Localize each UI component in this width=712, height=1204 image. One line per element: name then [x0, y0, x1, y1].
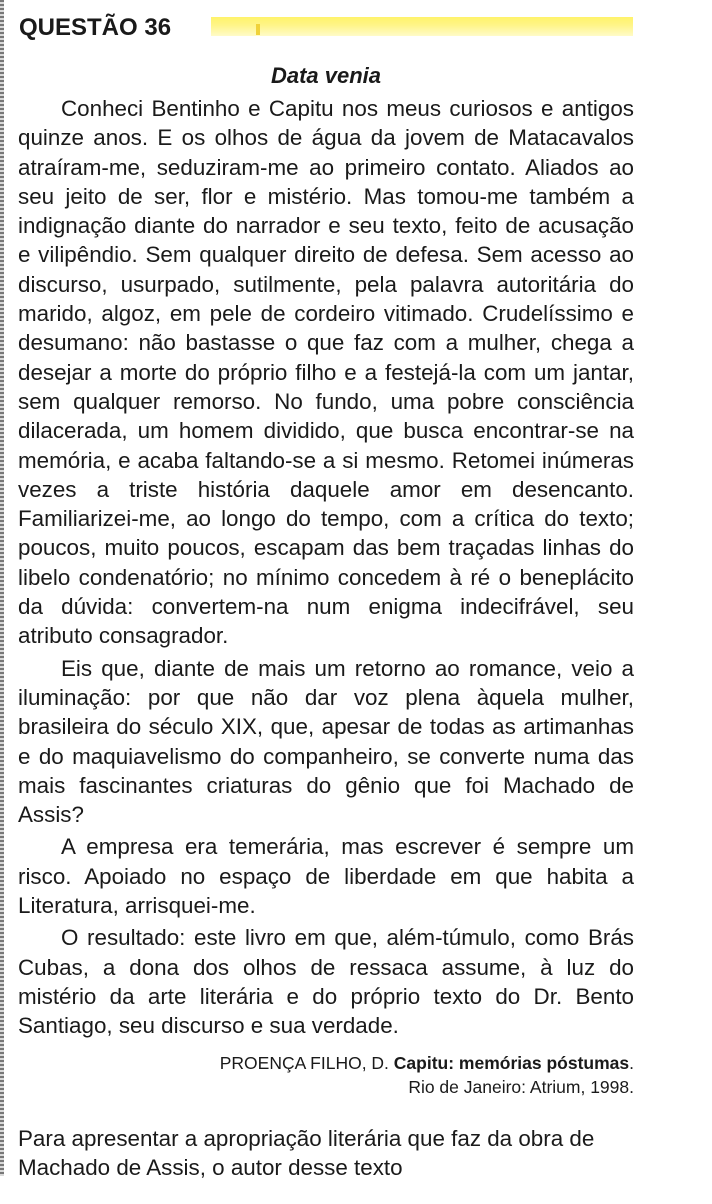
text-title: Data venia — [270, 63, 382, 88]
paragraph-4: O resultado: este livro em que, além-túmulo, como Brás Cubas, a dona dos olhos de ressaca assume, à luz do mistério da arte literária e do próprio texto do Dr. Bento Santiago, seu discurso e sua verdade. — [18, 925, 634, 1039]
header-highlight-bar — [211, 17, 633, 36]
page-binding-edge — [0, 0, 4, 1176]
question-number: QUESTÃO 36 — [19, 14, 172, 41]
question-header — [18, 0, 634, 56]
question-content — [18, 0, 634, 1204]
source-citation — [18, 1051, 634, 1099]
citation-publisher: Rio de Janeiro: Atrium, 1998. — [408, 1076, 634, 1097]
citation-author: PROENÇA FILHO, D. — [219, 1052, 389, 1073]
citation-book-title: Capitu: memórias póstumas — [393, 1052, 630, 1073]
paragraph-2: Eis que, diante de mais um retorno ao romance, veio a iluminação: por que não dar voz plena àquela mulher, brasileira do século XIX, que, apesar de todas as artimanhas e do maquiavelismo do companheiro, se converte numa das mais fascinantes criaturas do gênio que foi Machado de Assis? — [18, 655, 634, 828]
paragraph-1: Conheci Bentinho e Capitu nos meus curiosos e antigos quinze anos. E os olhos de água da jovem de Matacavalos atraíram-me, seduziram-me ao primeiro contato. Aliados ao seu jeito de ser, flor e mistério. Mas tomou-me também a indignação diante do narrador e seu texto, feito de acusação e vilipêndio. Sem qualquer direito de defesa. Sem acesso ao discurso, usurpado, sutilmente, pela palavra autoritária do marido, algoz, em pele de cordeiro vitimado. Crudelíssimo e desumano: não bastasse o que faz com a mulher, chega a desejar a morte do próprio filho e a festejá-la com um jantar, sem qualquer remorso. No fundo, uma pobre consciência dilacerada, um homem dividido, que busca encontrar-se na memória, e acaba faltando-se a si mesmo. Retomei inúmeras vezes a triste história daquele amor em desencanto. Familiarizei-me, ao longo do tempo, com a crítica do texto; poucos, muito poucos, escapam das bem traçadas linhas do libelo condenatório; no mínimo concedem à ré o beneplácito da dúvida: convertem-na num enigma indecifrável, seu atributo consagrador. — [18, 96, 634, 649]
question-stem: Para apresentar a apropriação literária que faz da obra de Machado de Assis, o autor desse texto — [18, 1125, 595, 1180]
header-highlight-mark — [256, 24, 260, 35]
paragraph-3: A empresa era temerária, mas escrever é sempre um risco. Apoiado no espaço de liberdade em que habita a Literatura, arrisquei-me. — [18, 834, 634, 919]
citation-period: . — [629, 1052, 634, 1073]
citation-line-1 — [18, 1051, 634, 1075]
